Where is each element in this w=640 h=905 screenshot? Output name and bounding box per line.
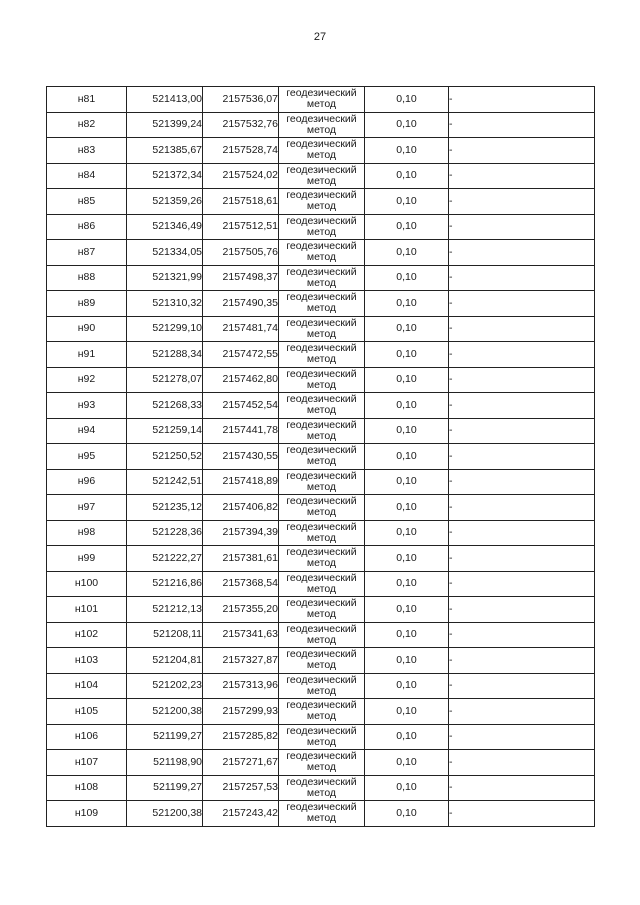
x-coordinate-cell: 521299,10 (127, 316, 203, 342)
description-cell: - (449, 418, 595, 444)
method-line-1: геодезический (286, 265, 357, 278)
point-name-cell: н86 (47, 214, 127, 240)
method-line-1: геодезический (286, 367, 357, 380)
accuracy-cell: 0,10 (365, 571, 449, 597)
table-row (47, 648, 595, 674)
accuracy-cell: 0,10 (365, 699, 449, 725)
method-line-2: метод (306, 684, 337, 697)
accuracy-cell: 0,10 (365, 393, 449, 419)
description-cell: - (449, 571, 595, 597)
point-name-cell: н104 (47, 673, 127, 699)
point-name-cell: н87 (47, 240, 127, 266)
description-cell: - (449, 163, 595, 189)
table-row (47, 112, 595, 138)
description-cell: - (449, 801, 595, 827)
method-line-2: метод (306, 98, 337, 111)
method-cell (279, 316, 365, 342)
point-name-cell: н92 (47, 367, 127, 393)
point-name-cell: н109 (47, 801, 127, 827)
accuracy-cell: 0,10 (365, 367, 449, 393)
method-cell (279, 648, 365, 674)
method-line-2: метод (306, 225, 337, 238)
x-coordinate-cell: 521259,14 (127, 418, 203, 444)
x-coordinate-cell: 521334,05 (127, 240, 203, 266)
method-line-1: геодезический (286, 571, 357, 584)
x-coordinate-cell: 521242,51 (127, 469, 203, 495)
y-coordinate-cell: 2157518,61 (203, 189, 279, 215)
point-name-cell: н101 (47, 597, 127, 623)
table-row (47, 214, 595, 240)
x-coordinate-cell: 521222,27 (127, 546, 203, 572)
method-line-2: метод (306, 251, 337, 264)
table-row (47, 750, 595, 776)
y-coordinate-cell: 2157536,07 (203, 87, 279, 113)
method-cell (279, 520, 365, 546)
accuracy-cell: 0,10 (365, 189, 449, 215)
accuracy-cell: 0,10 (365, 214, 449, 240)
method-line-1: геодезический (286, 495, 357, 508)
y-coordinate-cell: 2157299,93 (203, 699, 279, 725)
method-line-2: метод (306, 506, 337, 519)
point-name-cell: н99 (47, 546, 127, 572)
x-coordinate-cell: 521228,36 (127, 520, 203, 546)
point-name-cell: н94 (47, 418, 127, 444)
x-coordinate-cell: 521202,23 (127, 673, 203, 699)
method-cell (279, 265, 365, 291)
point-name-cell: н89 (47, 291, 127, 317)
method-cell (279, 699, 365, 725)
point-name-cell: н81 (47, 87, 127, 113)
point-name-cell: н105 (47, 699, 127, 725)
table-row (47, 367, 595, 393)
accuracy-cell: 0,10 (365, 240, 449, 266)
y-coordinate-cell: 2157441,78 (203, 418, 279, 444)
point-name-cell: н84 (47, 163, 127, 189)
description-cell: - (449, 87, 595, 113)
method-line-2: метод (306, 200, 337, 213)
x-coordinate-cell: 521399,24 (127, 112, 203, 138)
method-line-2: метод (306, 812, 337, 825)
method-line-1: геодезический (286, 546, 357, 559)
accuracy-cell: 0,10 (365, 265, 449, 291)
table-row (47, 546, 595, 572)
y-coordinate-cell: 2157271,67 (203, 750, 279, 776)
table-row (47, 418, 595, 444)
method-cell (279, 775, 365, 801)
method-line-2: метод (306, 378, 337, 391)
coordinates-table (46, 86, 595, 827)
x-coordinate-cell: 521235,12 (127, 495, 203, 521)
method-line-2: метод (306, 557, 337, 570)
method-line-1: геодезический (286, 163, 357, 176)
accuracy-cell: 0,10 (365, 112, 449, 138)
method-line-1: геодезический (286, 240, 357, 253)
method-line-2: метод (306, 582, 337, 595)
method-cell (279, 801, 365, 827)
accuracy-cell: 0,10 (365, 87, 449, 113)
y-coordinate-cell: 2157452,54 (203, 393, 279, 419)
table-row (47, 597, 595, 623)
table-row (47, 495, 595, 521)
accuracy-cell: 0,10 (365, 597, 449, 623)
description-cell: - (449, 367, 595, 393)
accuracy-cell: 0,10 (365, 138, 449, 164)
method-line-2: метод (306, 480, 337, 493)
y-coordinate-cell: 2157512,51 (203, 214, 279, 240)
point-name-cell: н85 (47, 189, 127, 215)
method-cell (279, 622, 365, 648)
accuracy-cell: 0,10 (365, 750, 449, 776)
accuracy-cell: 0,10 (365, 724, 449, 750)
table-row (47, 393, 595, 419)
point-name-cell: н98 (47, 520, 127, 546)
accuracy-cell: 0,10 (365, 316, 449, 342)
accuracy-cell: 0,10 (365, 546, 449, 572)
x-coordinate-cell: 521199,27 (127, 775, 203, 801)
method-line-1: геодезический (286, 699, 357, 712)
method-line-2: метод (306, 633, 337, 646)
description-cell: - (449, 291, 595, 317)
method-cell (279, 546, 365, 572)
method-line-1: геодезический (286, 418, 357, 431)
y-coordinate-cell: 2157243,42 (203, 801, 279, 827)
description-cell: - (449, 699, 595, 725)
description-cell: - (449, 316, 595, 342)
method-cell (279, 87, 365, 113)
table-row (47, 265, 595, 291)
description-cell: - (449, 648, 595, 674)
table-row (47, 240, 595, 266)
method-line-2: метод (306, 174, 337, 187)
table-row (47, 571, 595, 597)
method-cell (279, 367, 365, 393)
table-row (47, 444, 595, 470)
point-name-cell: н93 (47, 393, 127, 419)
point-name-cell: н103 (47, 648, 127, 674)
y-coordinate-cell: 2157524,02 (203, 163, 279, 189)
x-coordinate-cell: 521278,07 (127, 367, 203, 393)
x-coordinate-cell: 521321,99 (127, 265, 203, 291)
point-name-cell: н108 (47, 775, 127, 801)
y-coordinate-cell: 2157528,74 (203, 138, 279, 164)
description-cell: - (449, 138, 595, 164)
accuracy-cell: 0,10 (365, 495, 449, 521)
accuracy-cell: 0,10 (365, 418, 449, 444)
method-line-2: метод (306, 353, 337, 366)
method-line-1: геодезический (286, 291, 357, 304)
description-cell: - (449, 520, 595, 546)
method-line-1: геодезический (286, 775, 357, 788)
x-coordinate-cell: 521346,49 (127, 214, 203, 240)
point-name-cell: н107 (47, 750, 127, 776)
method-line-1: геодезический (286, 342, 357, 355)
table-row (47, 622, 595, 648)
method-line-2: метод (306, 710, 337, 723)
y-coordinate-cell: 2157490,35 (203, 291, 279, 317)
method-line-1: геодезический (286, 724, 357, 737)
y-coordinate-cell: 2157505,76 (203, 240, 279, 266)
table-row (47, 342, 595, 368)
x-coordinate-cell: 521250,52 (127, 444, 203, 470)
description-cell: - (449, 546, 595, 572)
description-cell: - (449, 597, 595, 623)
point-name-cell: н83 (47, 138, 127, 164)
method-line-1: геодезический (286, 316, 357, 329)
y-coordinate-cell: 2157472,55 (203, 342, 279, 368)
method-cell (279, 342, 365, 368)
table-row (47, 469, 595, 495)
description-cell: - (449, 673, 595, 699)
description-cell: - (449, 342, 595, 368)
description-cell: - (449, 112, 595, 138)
accuracy-cell: 0,10 (365, 673, 449, 699)
method-cell (279, 418, 365, 444)
x-coordinate-cell: 521212,13 (127, 597, 203, 623)
x-coordinate-cell: 521413,00 (127, 87, 203, 113)
point-name-cell: н102 (47, 622, 127, 648)
method-line-1: геодезический (286, 138, 357, 151)
method-line-1: геодезический (286, 469, 357, 482)
table-row (47, 673, 595, 699)
method-cell (279, 495, 365, 521)
y-coordinate-cell: 2157285,82 (203, 724, 279, 750)
point-name-cell: н82 (47, 112, 127, 138)
method-line-1: геодезический (286, 597, 357, 610)
method-line-2: метод (306, 659, 337, 672)
point-name-cell: н96 (47, 469, 127, 495)
x-coordinate-cell: 521200,38 (127, 699, 203, 725)
y-coordinate-cell: 2157368,54 (203, 571, 279, 597)
method-line-2: метод (306, 123, 337, 136)
method-line-1: геодезический (286, 750, 357, 763)
x-coordinate-cell: 521199,27 (127, 724, 203, 750)
method-line-1: геодезический (286, 189, 357, 202)
y-coordinate-cell: 2157257,53 (203, 775, 279, 801)
point-name-cell: н100 (47, 571, 127, 597)
method-cell (279, 597, 365, 623)
point-name-cell: н88 (47, 265, 127, 291)
description-cell: - (449, 265, 595, 291)
y-coordinate-cell: 2157462,80 (203, 367, 279, 393)
page-number: 27 (313, 31, 327, 43)
description-cell: - (449, 750, 595, 776)
method-cell (279, 240, 365, 266)
accuracy-cell: 0,10 (365, 291, 449, 317)
method-line-2: метод (306, 302, 337, 315)
x-coordinate-cell: 521204,81 (127, 648, 203, 674)
accuracy-cell: 0,10 (365, 648, 449, 674)
y-coordinate-cell: 2157418,89 (203, 469, 279, 495)
method-cell (279, 724, 365, 750)
y-coordinate-cell: 2157498,37 (203, 265, 279, 291)
table-row (47, 316, 595, 342)
description-cell: - (449, 214, 595, 240)
x-coordinate-cell: 521310,32 (127, 291, 203, 317)
x-coordinate-cell: 521216,86 (127, 571, 203, 597)
point-name-cell: н91 (47, 342, 127, 368)
method-cell (279, 138, 365, 164)
x-coordinate-cell: 521385,67 (127, 138, 203, 164)
method-cell (279, 571, 365, 597)
method-line-2: метод (306, 404, 337, 417)
method-line-2: метод (306, 276, 337, 289)
y-coordinate-cell: 2157532,76 (203, 112, 279, 138)
x-coordinate-cell: 521198,90 (127, 750, 203, 776)
y-coordinate-cell: 2157381,61 (203, 546, 279, 572)
accuracy-cell: 0,10 (365, 469, 449, 495)
description-cell: - (449, 622, 595, 648)
x-coordinate-cell: 521200,38 (127, 801, 203, 827)
description-cell: - (449, 724, 595, 750)
description-cell: - (449, 444, 595, 470)
y-coordinate-cell: 2157341,63 (203, 622, 279, 648)
coordinates-table-body (47, 87, 595, 827)
x-coordinate-cell: 521268,33 (127, 393, 203, 419)
accuracy-cell: 0,10 (365, 801, 449, 827)
method-line-1: геодезический (286, 648, 357, 661)
description-cell: - (449, 495, 595, 521)
method-cell (279, 189, 365, 215)
method-cell (279, 469, 365, 495)
method-cell (279, 750, 365, 776)
y-coordinate-cell: 2157327,87 (203, 648, 279, 674)
table-row (47, 801, 595, 827)
accuracy-cell: 0,10 (365, 520, 449, 546)
table-row (47, 724, 595, 750)
method-line-2: метод (306, 149, 337, 162)
method-line-1: геодезический (286, 801, 357, 814)
method-line-1: геодезический (286, 673, 357, 686)
y-coordinate-cell: 2157406,82 (203, 495, 279, 521)
accuracy-cell: 0,10 (365, 622, 449, 648)
point-name-cell: н90 (47, 316, 127, 342)
method-line-2: метод (306, 786, 337, 799)
accuracy-cell: 0,10 (365, 163, 449, 189)
description-cell: - (449, 240, 595, 266)
method-cell (279, 214, 365, 240)
method-cell (279, 673, 365, 699)
method-cell (279, 163, 365, 189)
method-line-2: метод (306, 608, 337, 621)
x-coordinate-cell: 521372,34 (127, 163, 203, 189)
description-cell: - (449, 775, 595, 801)
y-coordinate-cell: 2157355,20 (203, 597, 279, 623)
point-name-cell: н95 (47, 444, 127, 470)
description-cell: - (449, 393, 595, 419)
table-row (47, 138, 595, 164)
x-coordinate-cell: 521288,34 (127, 342, 203, 368)
method-line-1: геодезический (286, 112, 357, 125)
y-coordinate-cell: 2157481,74 (203, 316, 279, 342)
method-line-2: метод (306, 531, 337, 544)
method-line-1: геодезический (286, 520, 357, 533)
x-coordinate-cell: 521359,26 (127, 189, 203, 215)
description-cell: - (449, 469, 595, 495)
point-name-cell: н97 (47, 495, 127, 521)
table-row (47, 775, 595, 801)
y-coordinate-cell: 2157394,39 (203, 520, 279, 546)
method-cell (279, 112, 365, 138)
method-line-2: метод (306, 429, 337, 442)
y-coordinate-cell: 2157430,55 (203, 444, 279, 470)
accuracy-cell: 0,10 (365, 775, 449, 801)
method-cell (279, 444, 365, 470)
method-line-1: геодезический (286, 444, 357, 457)
point-name-cell: н106 (47, 724, 127, 750)
method-line-2: метод (306, 455, 337, 468)
table-row (47, 520, 595, 546)
y-coordinate-cell: 2157313,96 (203, 673, 279, 699)
accuracy-cell: 0,10 (365, 444, 449, 470)
method-cell (279, 291, 365, 317)
table-row (47, 699, 595, 725)
method-line-1: геодезический (286, 87, 357, 100)
x-coordinate-cell: 521208,11 (127, 622, 203, 648)
method-line-2: метод (306, 735, 337, 748)
method-cell (279, 393, 365, 419)
table-row (47, 163, 595, 189)
accuracy-cell: 0,10 (365, 342, 449, 368)
description-cell: - (449, 189, 595, 215)
table-row (47, 87, 595, 113)
method-line-2: метод (306, 327, 337, 340)
method-line-1: геодезический (286, 214, 357, 227)
method-line-1: геодезический (286, 622, 357, 635)
method-line-1: геодезический (286, 393, 357, 406)
method-line-2: метод (306, 761, 337, 774)
table-row (47, 189, 595, 215)
table-row (47, 291, 595, 317)
